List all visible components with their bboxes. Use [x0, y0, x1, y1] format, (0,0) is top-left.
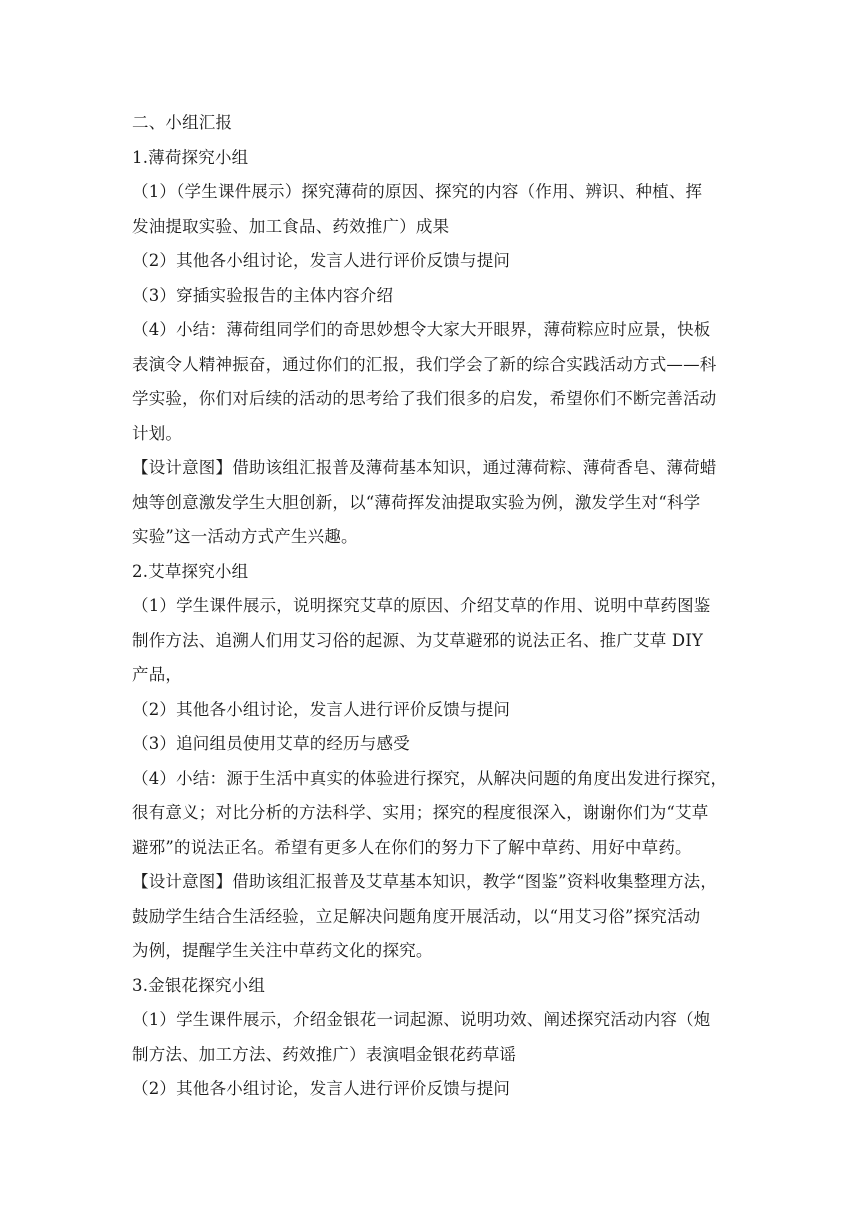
paragraph-line: 表演令人精神振奋，通过你们的汇报，我们学会了新的综合实践活动方式——科	[132, 354, 717, 374]
design-intent-line: 鼓励学生结合生活经验，立足解决问题角度开展活动，以“用艾习俗”探究活动	[132, 906, 701, 926]
paragraph-line: 学实验，你们对后续的活动的思考给了我们很多的启发，希望你们不断完善活动	[132, 389, 717, 408]
paragraph-line: 制方法、加工方法、药效推广）表演唱金银花药草谣	[132, 1044, 517, 1064]
design-intent-line: 为例，提醒学生关注中草药文化的探究。	[132, 941, 433, 960]
group-heading-honeysuckle: 3.金银花探究小组	[132, 975, 266, 995]
paragraph-line: （4）小结：源于生活中真实的体验进行探究，从解决问题的角度出发进行探究，	[132, 768, 728, 788]
paragraph-line: 制作方法、追溯人们用艾习俗的起源、为艾草避邪的说法正名、推广艾草 DIY	[132, 630, 704, 650]
design-intent-line: 【设计意图】借助该组汇报普及薄荷基本知识，通过薄荷粽、薄荷香皂、薄荷蜡	[132, 458, 717, 477]
group-heading-mugwort: 2.艾草探究小组	[132, 561, 249, 581]
paragraph-line: （2）其他各小组讨论，发言人进行评价反馈与提问	[132, 699, 511, 719]
paragraph-line: （1）学生课件展示，说明探究艾草的原因、介绍艾草的作用、说明中草药图鉴	[132, 596, 711, 615]
paragraph-line: （2）其他各小组讨论，发言人进行评价反馈与提问	[132, 1079, 511, 1098]
paragraph-line: 避邪”的说法正名。希望有更多人在你们的努力下了解中草药、用好中草药。	[132, 837, 692, 857]
paragraph-line: 计划。	[132, 423, 183, 443]
paragraph-line: （3）穿插实验报告的主体内容介绍	[132, 285, 394, 305]
paragraph-line: （4）小结：薄荷组同学们的奇思妙想令大家大开眼界，薄荷粽应时应景，快板	[132, 320, 711, 339]
design-intent-line: 【设计意图】借助该组汇报普及艾草基本知识，教学“图鉴”资料收集整理方法，	[132, 872, 718, 891]
group-heading-mint: 1.薄荷探究小组	[132, 147, 249, 167]
paragraph-line: （1）学生课件展示，介绍金银花一词起源、说明功效、阐述探究活动内容（炮	[132, 1010, 711, 1029]
paragraph-line: 产品，	[132, 665, 183, 684]
design-intent-line: 烛等创意激发学生大胆创新，以“薄荷挥发油提取实验为例，激发学生对“科学	[132, 492, 701, 512]
section-heading: 二、小组汇报	[132, 113, 233, 132]
paragraph-line: 很有意义；对比分析的方法科学、实用；探究的程度很深入，谢谢你们为“艾草	[132, 803, 709, 822]
paragraph-line: （1）（学生课件展示）探究薄荷的原因、探究的内容（作用、辨识、种植、挥	[132, 182, 703, 201]
paragraph-line: （2）其他各小组讨论，发言人进行评价反馈与提问	[132, 251, 511, 270]
paragraph-line: （3）追问组员使用艾草的经历与感受	[132, 734, 410, 753]
paragraph-line: 发油提取实验、加工食品、药效推广）成果	[132, 216, 450, 236]
design-intent-line: 实验”这一活动方式产生兴趣。	[132, 527, 358, 546]
